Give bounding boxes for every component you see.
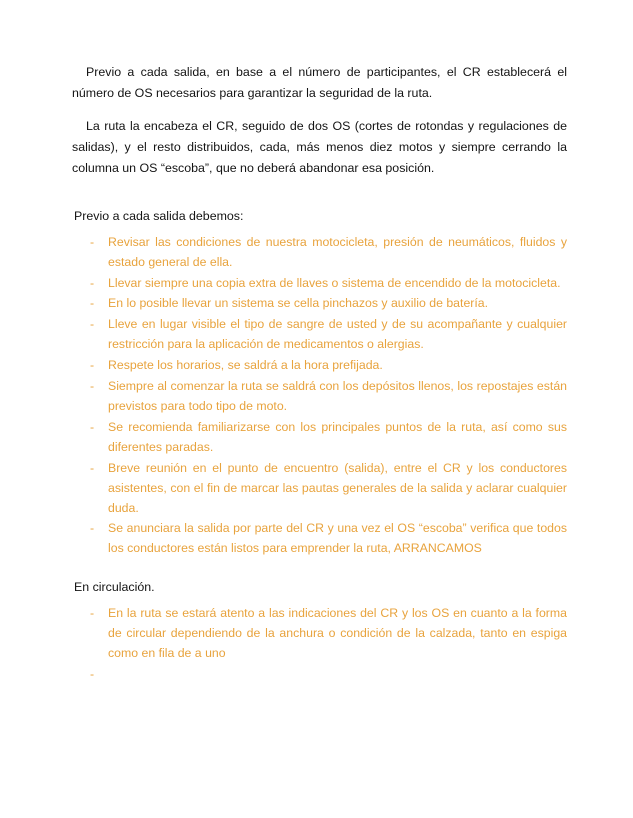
bullet-dash: - — [90, 521, 95, 536]
list-item-text: Se recomienda familiarizarse con los principales puntos de la ruta, así como sus diferentes paradas. — [108, 419, 567, 454]
section-heading-circulation: En circulación. — [74, 580, 155, 595]
list-item — [72, 665, 567, 681]
checklist-before-departure — [72, 233, 567, 560]
list-item-text: Respete los horarios, se saldrá a la hora prefijada. — [108, 358, 383, 373]
list-item-text: Revisar las condiciones de nuestra motocicleta, presión de neumáticos, fluidos y estado general de ella. — [108, 234, 567, 269]
bullet-dash: - — [90, 419, 95, 434]
list-item-text: Llevar siempre una copia extra de llaves o sistema de encendido de la motocicleta. — [108, 275, 561, 290]
bullet-dash: - — [90, 460, 95, 475]
bullet-dash: - — [90, 234, 95, 249]
list-item — [72, 418, 567, 458]
section-heading-before-departure: Previo a cada salida debemos: — [74, 208, 244, 223]
bullet-dash: - — [90, 358, 95, 373]
list-item-text: En la ruta se estará atento a las indicaciones del CR y los OS en cuanto a la forma de circular dependiendo de la anchura o condición de la calzada, tanto en espiga como en fila de a uno — [108, 606, 567, 661]
list-item — [72, 459, 567, 519]
paragraph-2: La ruta la encabeza el CR, seguido de dos OS (cortes de rotondas y regulaciones de salidas), y el resto distribuidos, cada, más menos diez motos y siempre cerrando la columna un OS “escoba”, que no deberá abandonar esa posición. — [72, 118, 567, 176]
bullet-dash: - — [90, 296, 95, 311]
bullet-dash: - — [90, 667, 95, 682]
list-item — [72, 294, 567, 314]
list-item — [72, 356, 567, 376]
list-item-text: Se anunciara la salida por parte del CR y una vez el OS “escoba” verifica que todos los conductores están listos para emprender la ruta, ARRANCAMOS — [108, 521, 567, 556]
list-item — [72, 274, 567, 294]
bullet-dash: - — [90, 275, 95, 290]
bullet-dash: - — [90, 606, 95, 621]
list-item-text: Breve reunión en el punto de encuentro (salida), entre el CR y los conductores asistentes, con el fin de marcar las pautas generales de la salida y aclarar cualquier duda. — [108, 460, 567, 515]
list-item — [72, 315, 567, 355]
list-item-text: Lleve en lugar visible el tipo de sangre de usted y de su acompañante y cualquier restricción para la aplicación de medicamentos o alergias. — [108, 317, 567, 352]
checklist-circulation — [72, 604, 567, 681]
list-item — [72, 233, 567, 273]
list-item — [72, 519, 567, 559]
paragraph-1: Previo a cada salida, en base a el número de participantes, el CR establecerá el número de OS necesarios para garantizar la seguridad de la ruta. — [72, 65, 567, 101]
list-item — [72, 377, 567, 417]
list-item — [72, 604, 567, 664]
list-item-text: Siempre al comenzar la ruta se saldrá con los depósitos llenos, los repostajes están previstos para todo tipo de moto. — [108, 379, 567, 413]
list-item-text: En lo posible llevar un sistema se cella pinchazos y auxilio de batería. — [108, 296, 489, 311]
bullet-dash: - — [90, 317, 95, 332]
bullet-dash: - — [90, 379, 95, 394]
